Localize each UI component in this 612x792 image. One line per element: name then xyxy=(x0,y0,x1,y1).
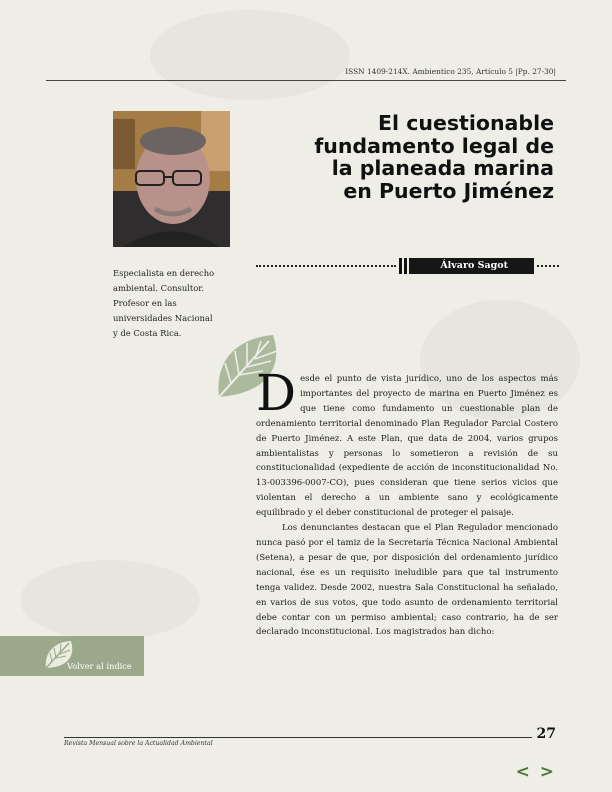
background-texture xyxy=(150,10,350,100)
bio-line: ambiental. Consultor. xyxy=(113,283,205,293)
bio-line: universidades Nacional xyxy=(113,313,213,323)
page-navigation xyxy=(516,762,556,782)
author-name: Álvaro Sagot xyxy=(409,258,534,274)
back-to-index-button[interactable] xyxy=(0,636,144,676)
paragraph xyxy=(256,364,558,521)
next-page-button[interactable]: > xyxy=(539,762,556,782)
paragraph-text: esde el punto de vista jurídico, uno de los aspectos más importantes del proyecto de marina en Puerto Jiménez es que tiene como fundamento un cuestionable plan de ordenamiento territorial denominado Plan Regulador Parcial Costero de Puerto Jiménez. A este Plan, que data de 2004, varios grupos ambientalistas y personas lo sometieron a revisión de su constitucionalidad (expediente de acción de inconstitucionalidad No. 13-003396-0007-CO), pues consideran que tiene serios vicios que violentan el derecho a un ambiente sano y ecológicamente equilibrado y el deber constitucional de proteger el paisaje. xyxy=(256,374,558,519)
issn-line: ISSN 1409-214X. Ambientico 235, Artículo 5 |Pp. 27-30| xyxy=(345,67,556,76)
article-title xyxy=(294,112,554,202)
previous-page-button[interactable]: < xyxy=(515,762,532,782)
journal-name: Revista Mensual sobre la Actualidad Ambiental xyxy=(64,740,213,747)
dotted-rule-left xyxy=(256,265,396,267)
author-portrait-graphic xyxy=(113,111,230,247)
author-bio xyxy=(113,266,243,341)
title-line: El cuestionable xyxy=(378,111,554,135)
bio-line: Especialista en derecho xyxy=(113,268,215,278)
header-rule xyxy=(46,80,566,81)
author-bar-accent xyxy=(399,258,402,274)
drop-cap: D xyxy=(256,364,297,422)
dotted-rule-right xyxy=(537,265,559,267)
bio-line: Profesor en las xyxy=(113,298,177,308)
page-number: 27 xyxy=(536,726,556,742)
footer-rule xyxy=(64,737,532,738)
article-body xyxy=(256,364,558,640)
title-line: en Puerto Jiménez xyxy=(343,178,554,203)
author-bar-accent xyxy=(404,258,407,274)
bio-line: y de Costa Rica. xyxy=(113,328,182,338)
title-line: la planeada marina xyxy=(331,156,554,180)
background-texture xyxy=(20,560,200,640)
paragraph: Los denunciantes destacan que el Plan Regulador mencionado nunca pasó por el tamiz de la Secretaría Técnica Nacional Ambiental (Setena), a pesar de que, por disposición del ordenamiento jurídico nacional, ése es un requisito ineludible para que tal instrumento tenga validez. Desde 2002, nuestra Sala Constitucional ha señalado, en varios de sus votos, que todo asunto de ordenamiento territorial debe contar con un permiso ambiental; caso contrario, ha de ser declarado inconstitucional. Los magistrados han dicho: xyxy=(256,523,558,638)
author-photo xyxy=(113,111,230,247)
back-to-index-label: Volver al índice xyxy=(67,661,132,671)
title-line: fundamento legal de xyxy=(314,133,554,158)
